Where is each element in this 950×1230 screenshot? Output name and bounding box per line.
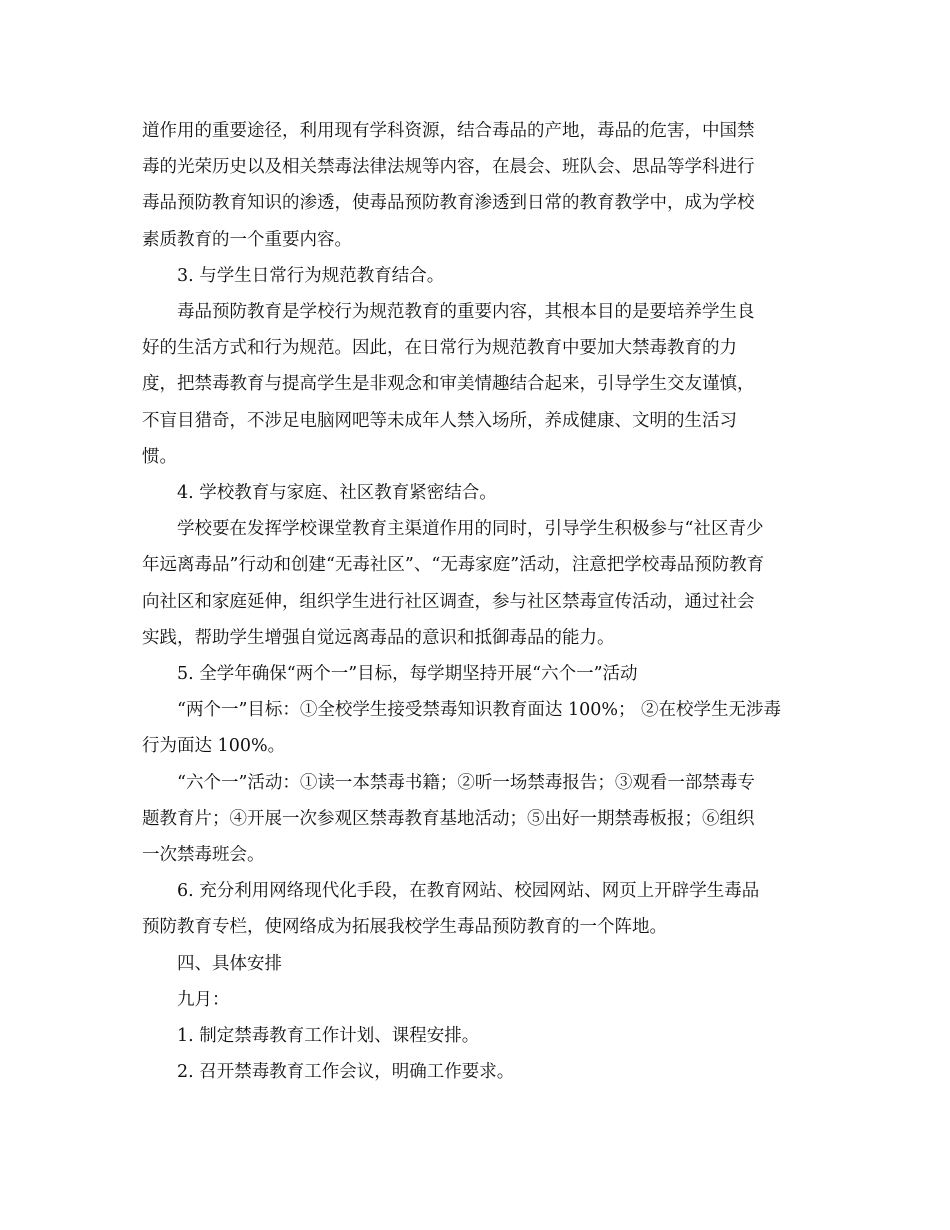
text-line: 素质教育的一个重要内容。 — [142, 229, 352, 250]
text-line: 题教育片；④开展一次参观区禁毒教育基地活动；⑤出好一期禁毒板报；⑥组织 — [142, 808, 755, 829]
section-heading: 4. 学校教育与家庭、社区教育紧密结合。 — [177, 483, 497, 504]
list-item: 1. 制定禁毒教育工作计划、课程安排。 — [177, 1026, 480, 1047]
month-heading: 九月： — [177, 989, 230, 1010]
section-heading: 5. 全学年确保“两个一”目标，每学期坚持开展“六个一”活动 — [177, 664, 638, 685]
text-line: 毒品预防教育是学校行为规范教育的重要内容，其根本目的是要培养学生良 — [177, 302, 755, 323]
text-line: “六个一”活动：①读一本禁毒书籍；②听一场禁毒报告；③观看一部禁毒专 — [177, 772, 755, 793]
text-line: 实践，帮助学生增强自觉远离毒品的意识和抵御毒品的能力。 — [142, 627, 615, 648]
text-line: 毒的光荣历史以及相关禁毒法律法规等内容，在晨会、班队会、思品等学科进行 — [142, 157, 755, 178]
text-line: 好的生活方式和行为规范。因此，在日常行为规范教育中要加大禁毒教育的力 — [142, 338, 737, 359]
text-line: 年远离毒品”行动和创建“无毒社区”、“无毒家庭”活动，注意把学校毒品预防教育 — [142, 555, 765, 576]
list-item: 2. 召开禁毒教育工作会议，明确工作要求。 — [177, 1062, 515, 1083]
section-heading: 3. 与学生日常行为规范教育结合。 — [177, 265, 445, 286]
text-line: 不盲目猎奇，不涉足电脑网吧等未成年人禁入场所，养成健康、文明的生活习 — [142, 410, 737, 431]
section-heading: 四、具体安排 — [177, 953, 282, 974]
text-line: 一次禁毒班会。 — [142, 845, 265, 866]
text-line: “两个一”目标：①全校学生接受禁毒知识教育面达 100%； ②在校学生无涉毒 — [177, 700, 782, 721]
text-line: 惯。 — [142, 446, 177, 467]
section-heading: 6. 充分利用网络现代化手段，在教育网站、校园网站、网页上开辟学生毒品 — [177, 881, 760, 902]
text-line: 道作用的重要途径，利用现有学科资源，结合毒品的产地，毒品的危害，中国禁 — [142, 121, 755, 141]
text-line: 行为面达 100%。 — [142, 736, 286, 757]
text-line: 向社区和家庭延伸，组织学生进行社区调查，参与社区禁毒宣传活动，通过社会 — [142, 591, 755, 612]
text-line: 预防教育专栏，使网络成为拓展我校学生毒品预防教育的一个阵地。 — [142, 917, 667, 938]
text-line: 学校要在发挥学校课堂教育主渠道作用的同时，引导学生积极参与“社区青少 — [177, 519, 764, 540]
text-line: 毒品预防教育知识的渗透，使毒品预防教育渗透到日常的教育教学中，成为学校 — [142, 193, 755, 214]
document-body — [142, 113, 814, 1090]
text-line: 度，把禁毒教育与提高学生是非观念和审美情趣结合起来，引导学生交友谨慎， — [142, 374, 755, 395]
